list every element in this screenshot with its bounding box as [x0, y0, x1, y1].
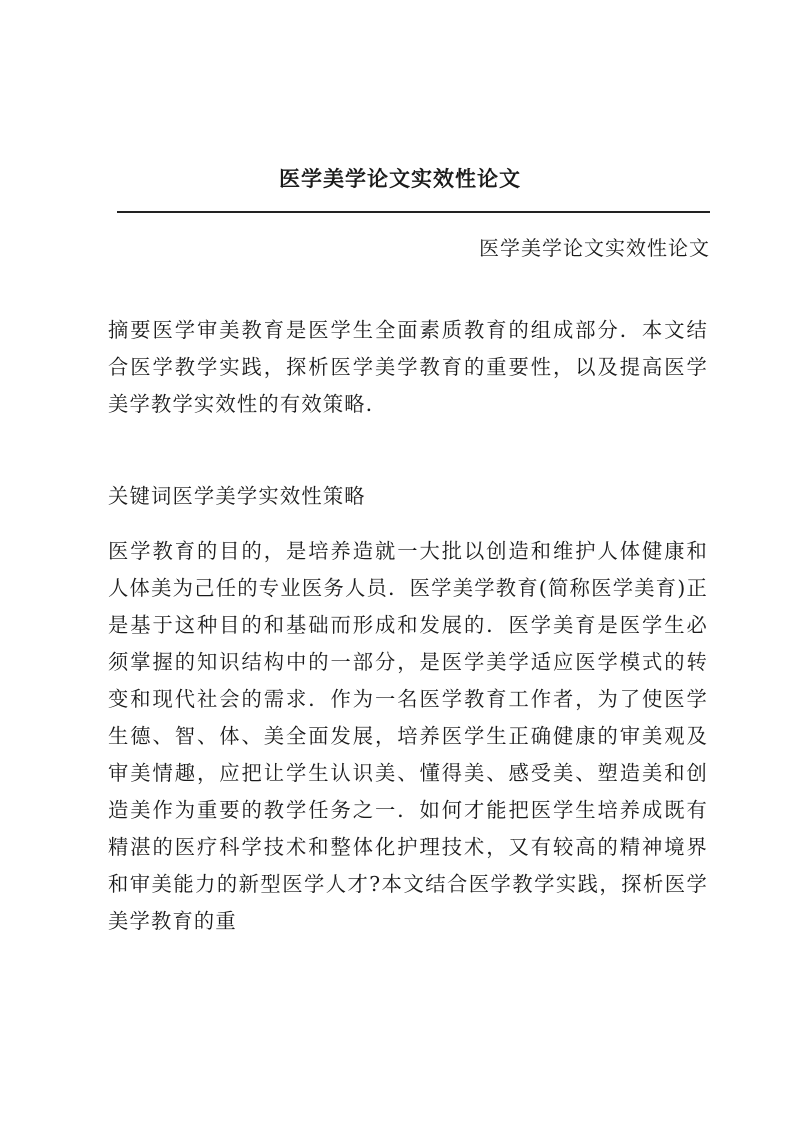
page-title: 医学美学论文实效性论文	[279, 167, 521, 191]
keywords-paragraph: 关键词医学美学实效性策略	[108, 484, 366, 508]
page-subtitle: 医学美学论文实效性论文	[479, 236, 710, 260]
title-divider	[117, 211, 710, 213]
body-paragraph: 医学教育的目的，是培养造就一大批以创造和维护人体健康和人体美为己任的专业医务人员．医学美学教育(简称医学美育)正是基于这种目的和基础而形成和发展的．医学美育是医学生必须掌握的知识结构中的一部分，是医学美学适应医学模式的转变和现代社会的需求．作为一名医学教育工作者，为了使医学生德、智、体、美全面发展，培养医学生正确健康的审美观及审美情趣，应把让学生认识美、懂得美、感受美、塑造美和创造美作为重要的教学任务之一．如何才能把医学生培养成既有精湛的医疗科学技术和整体化护理技术，又有较高的精神境界和审美能力的新型医学人才?本文结合医学教学实践，探析医学美学教育的重	[108, 539, 708, 933]
abstract-paragraph: 摘要医学审美教育是医学生全面素质教育的组成部分．本文结合医学教学实践，探析医学美学教育的重要性，以及提高医学美学教学实效性的有效策略．	[108, 318, 708, 416]
